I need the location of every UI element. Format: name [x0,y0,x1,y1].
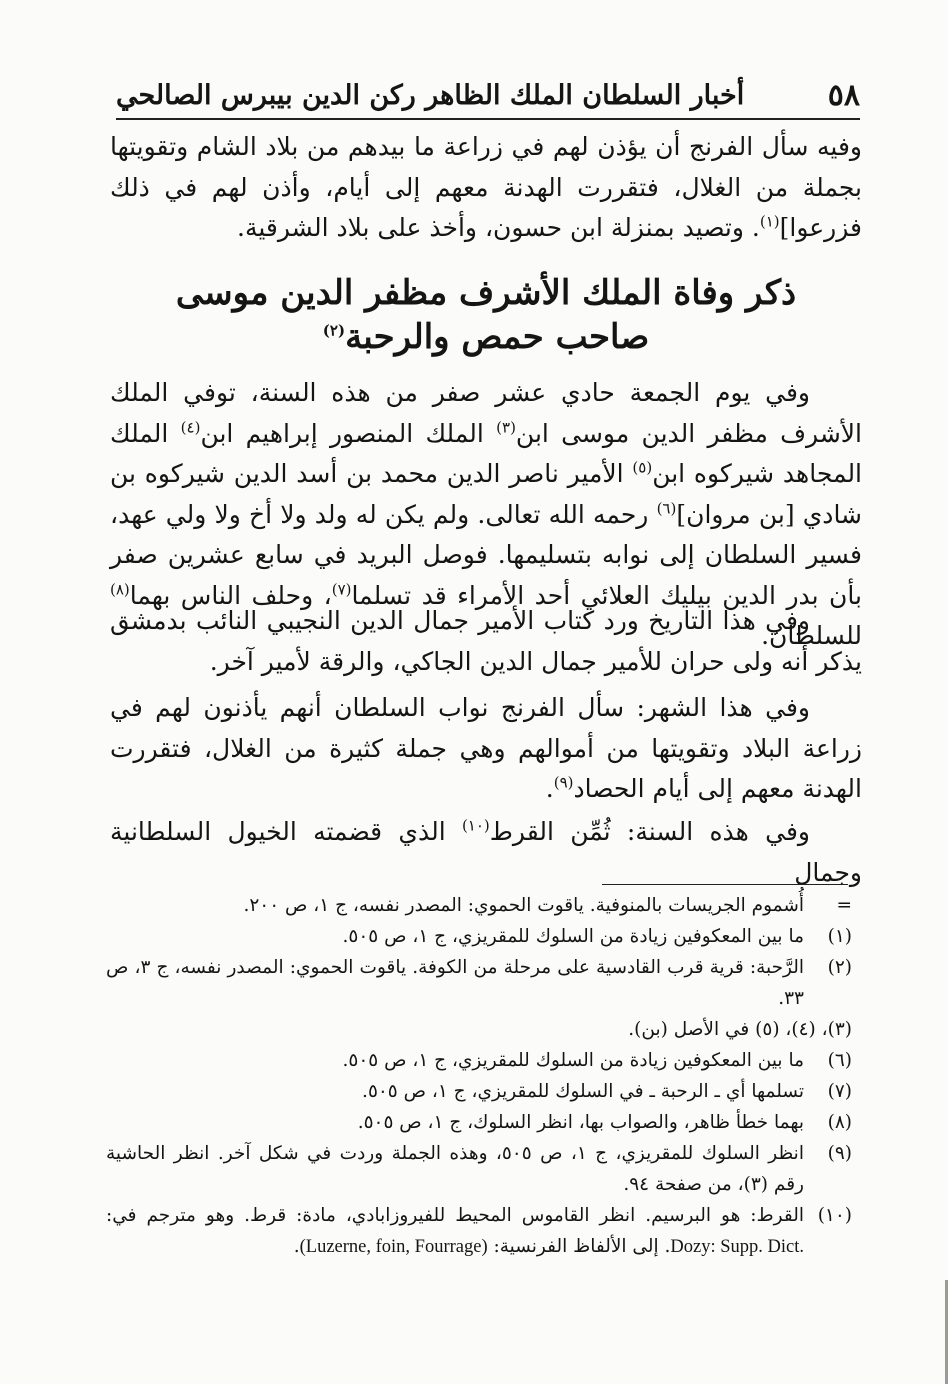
footnote-ref-3: (٣) [496,418,516,437]
p1-text-d: الأمير ناصر الدين محمد بن أسد الدين شيركوه بن شادي [بن مروان] [110,459,863,529]
footnote-text: ما بين المعكوفين زيادة من السلوك للمقريزي، ج ١، ص ٥٠٥. [342,926,804,947]
intro-text-a: وفيه سأل الفرنج أن يؤذن لهم في زراعة ما بيدهم من بلاد الشام وتقويتها بجملة من الغلال، فتقررت الهدنة معهم إلى أيام، وأذن لهم في ذلك فزرعوا] [110,132,862,242]
footnote-ref-9: (٩) [553,773,574,792]
footnote-text-b: . إلى الألفاظ الفرنسية: [487,1236,671,1257]
footnote-ref-8: (٨) [110,580,130,599]
footnote-rule [602,884,848,885]
footnote-mark: (٨) [827,1112,852,1133]
footnote-text: أُشموم الجريسات بالمنوفية. ياقوت الحموي: المصدر نفسه، ج ١، ص ٢٠٠. [243,895,804,916]
footnote-latin-reference: Dozy: Supp. Dict. [670,1237,804,1257]
footnote-1 [106,921,852,952]
p4-text-b: الذي قضمته الخيول السلطانية وجمال [110,817,862,887]
intro-paragraph [110,127,862,249]
footnote-9 [106,1138,852,1200]
footnote-mark: (٣)، (٤)، (٥) [755,1019,852,1040]
page-header [116,74,860,120]
footnote-ref-2: (٢) [322,321,346,340]
footnote-text: في الأصل (بن). [628,1019,750,1040]
p1-text-b: الملك المنصور إبراهيم ابن [200,418,497,448]
footnote-text: ما بين المعكوفين زيادة من السلوك للمقريزي، ج ١، ص ٥٠٥. [342,1050,804,1071]
footnote-continuation [106,890,852,921]
footnote-ref-4: (٤) [180,418,201,437]
p1-text-c: الملك المجاهد شيركوه ابن [110,418,863,488]
footnote-10 [106,1200,852,1263]
page-number: ٥٨ [827,78,860,113]
p1-text-f: ، وحلف الناس بهما [129,580,332,610]
p3-text-b: . [545,774,554,803]
footnote-mark: (٩) [827,1143,852,1164]
paragraph-fodder [110,812,862,893]
footnote-text-a: القرط: هو البرسيم. انظر القاموس المحيط للفيروزابادي، مادة: قرط. وهو مترجم في: [106,1205,804,1226]
footnote-2 [106,952,852,1014]
footnote-3-4-5 [106,1014,852,1045]
footnote-ref-10: (١٠) [461,816,490,835]
p4-text-a: وفي هذه السنة: ثُمِّن القرط [489,817,810,846]
footnotes [106,890,852,1263]
heading-line2-text: صاحب حمص والرحبة [345,317,650,357]
footnote-7 [106,1076,852,1107]
footnote-text: الرَّحبة: قرية قرب القادسية على مرحلة من الكوفة. ياقوت الحموي: المصدر نفسه، ج ٣، ص ٣٣. [106,957,804,1009]
intro-text-b: . وتصيد بمنزلة ابن حسون، وأخذ على بلاد الشرقية. [237,213,760,242]
footnote-mark: (١٠) [817,1205,852,1226]
p3-text-a: وفي هذا الشهر: سأل الفرنج نواب السلطان أنهم يأذنون لهم في زراعة البلاد وتقويتها من أموالهم وهي جملة كثيرة من الغلال، فتقررت الهدنة معهم إلى أيام الحصاد [110,693,862,803]
paragraph-truce [110,688,862,810]
footnote-latin-terms: (Luzerne, foin, Fourrage) [299,1237,488,1257]
paragraph-letter [110,601,862,682]
footnote-mark: = [836,895,852,916]
footnote-ref-7: (٧) [331,580,352,599]
p1-text-e: رحمه الله تعالى. ولم يكن له ولد ولا أخ ولا ولي عهد، فسير السلطان إلى نوابه بتسليمها. فوصل البريد في سابع عشرين صفر بأن بدر الدين بيليك العلائي أحد الأمراء قد تسلما [110,499,862,610]
footnote-mark: (٦) [827,1050,852,1071]
footnote-text [106,1200,804,1263]
footnote-8 [106,1107,852,1138]
footnote-text-c: . [293,1236,300,1257]
footnote-combined [106,1014,852,1045]
footnote-ref-6: (٦) [656,499,677,518]
footnote-text: بهما خطأ ظاهر، والصواب بها، انظر السلوك، ج ١، ص ٥٠٥. [357,1112,804,1133]
section-heading-line2 [110,312,862,362]
p2-text: وفي هذا التاريخ ورد كتاب الأمير جمال الدين النجيبي النائب بدمشق يذكر أنه ولى حران للأمير جمال الدين الجاكي، والرقة لأمير آخر. [110,606,862,676]
footnote-text: تسلمها أي ـ الرحبة ـ في السلوك للمقريزي، ج ١، ص ٥٠٥. [362,1081,804,1102]
footnote-mark: (١) [827,926,852,947]
running-title: أخبار السلطان الملك الظاهر ركن الدين بيبرس الصالحي [116,80,745,111]
footnote-ref-1: (١) [759,212,780,231]
footnote-mark: (٧) [827,1081,852,1102]
p1-text-a: وفي يوم الجمعة حادي عشر صفر من هذه السنة، توفي الملك الأشرف مظفر الدين موسى ابن [110,378,862,448]
footnote-text: انظر السلوك للمقريزي، ج ١، ص ٥٠٥، وهذه الجملة وردت في شكل آخر. انظر الحاشية رقم (٣)، من صفحة ٩٤. [106,1143,804,1195]
footnote-ref-5: (٥) [632,458,653,477]
footnote-6 [106,1045,852,1076]
header-rule [116,118,860,120]
section-heading-line1: ذكر وفاة الملك الأشرف مظفر الدين موسى [175,273,797,313]
footnote-mark: (٢) [827,957,852,978]
p1-text-g: للسلطان. [761,621,862,650]
